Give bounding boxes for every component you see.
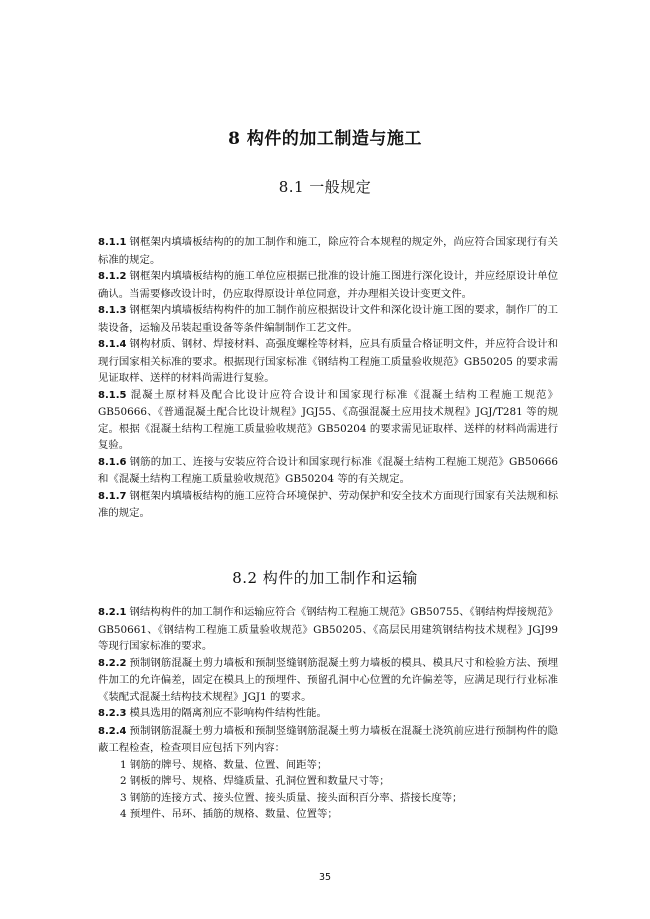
clause-text: 预制钢筋混凝土剪力墙板和预制竖缝钢筋混凝土剪力墙板的模具、模具尺寸和检验方法、预埋件加工的允许偏差，固定在模具上的预埋件、预留孔洞中心位置的允许偏差等，应满足现行行业标准《装配式混凝土结构技术规程》JGJ1 的要求。 <box>98 656 558 703</box>
clause-text: 钢构材质、钢材、焊接材料、高强度螺栓等材料，应具有质量合格证明文件，并应符合设计和现行国家相关标准的要求。根据现行国家标准《钢结构工程施工质量验收规范》GB50205 的要求需见证取样、送样的材料尚需进行复验。 <box>98 338 558 384</box>
clause-text: 钢筋的加工、连接与安装应符合设计和国家现行标准《混凝土结构工程施工规范》GB50666 和《混凝土结构工程施工质量验收规范》GB50204 等的有关规定。 <box>98 455 558 485</box>
clause-text: 钢框架内填墙板结构的施工应符合环境保护、劳动保护和安全技术方面现行国家有关法规和标准的规定。 <box>98 489 558 519</box>
clause-number: 8.2.2 <box>98 657 127 669</box>
list-item: 2 钢板的牌号、规格、焊缝质量、孔洞位置和数量尺寸等； <box>120 775 390 787</box>
clause-number: 8.2.1 <box>98 607 127 618</box>
page-number: 35 <box>318 872 332 883</box>
clause-text: 预制钢筋混凝土剪力墙板和预制竖缝钢筋混凝土剪力墙板在混凝土浇筑前应进行预制构件的隐蔽工程检查，检查项目应包括下列内容： <box>98 724 558 754</box>
clause-paragraph <box>98 302 558 336</box>
list-item: 3 钢筋的连接方式、接头位置、接头质量、接头面积百分率、搭接长度等； <box>120 791 463 804</box>
section-title-8-2: 8.2 构件的加工制作和运输 <box>232 569 418 587</box>
clause-text: 模具选用的隔离剂应不影响构件结构性能。 <box>129 707 327 719</box>
section-body-8-2 <box>98 604 558 823</box>
clause-paragraph <box>98 387 558 454</box>
clause-number: 8.1.3 <box>98 305 127 316</box>
clause-number: 8.1.7 <box>98 490 127 502</box>
clause-paragraph <box>98 454 558 488</box>
clause-text: 钢框架内填墙板结构的的加工制作和施工，除应符合本规程的规定外，尚应符合国家现行有关标准的规定。 <box>98 236 558 266</box>
clause-paragraph <box>98 268 558 302</box>
clause-paragraph <box>98 336 558 387</box>
chapter-title: 8 构件的加工制造与施工 <box>228 129 422 149</box>
list-item: 1 钢筋的牌号、规格、数量、位置、间距等； <box>120 758 328 771</box>
clause-text: 钢结构构件的加工制作和运输应符合《钢结构工程施工规范》GB50755、《钢结构焊接规范》GB50661、《钢结构工程施工质量验收规范》GB50205、《高层民用建筑钢结构技术规程》JGJ99 等现行国家标准的要求。 <box>98 606 558 652</box>
list-item: 4 预埋件、吊环、插筋的规格、数量、位置等； <box>120 808 338 820</box>
clause-paragraph <box>98 723 558 757</box>
section-body-8-1 <box>98 234 558 522</box>
clause-number: 8.1.6 <box>98 456 127 468</box>
clause-text: 混凝土原材料及配合比设计应符合设计和国家现行标准《混凝土结构工程施工规范》GB50666、《普通混凝土配合比设计规程》JGJ55、《高强混凝土应用技术规程》JGJ/T281 等的规定。根据《混凝土结构工程施工质量验收规范》GB50204 的要求需见证取样、送样的材料尚需进行复验。 <box>98 388 558 451</box>
clause-number: 8.1.1 <box>98 237 127 248</box>
clause-number: 8.2.4 <box>98 725 127 737</box>
clause-paragraph <box>98 488 558 522</box>
clause-paragraph <box>98 705 558 723</box>
clause-number: 8.2.3 <box>98 708 127 719</box>
clause-number: 8.1.4 <box>98 339 127 350</box>
section-title-8-1: 8.1 一般规定 <box>278 178 372 196</box>
clause-number: 8.1.2 <box>98 271 127 282</box>
clause-text: 钢框架内填墙板结构的施工单位应根据已批准的设计施工图进行深化设计，并应经原设计单位确认。当需要修改设计时，仍应取得原设计单位同意，并办理相关设计变更文件。 <box>98 270 558 300</box>
clause-paragraph <box>98 604 558 655</box>
clause-paragraph <box>98 234 558 268</box>
clause-paragraph <box>98 655 558 706</box>
clause-number: 8.1.5 <box>98 389 127 401</box>
clause-text: 钢框架内填墙板结构构件的加工制作前应根据设计文件和深化设计施工图的要求，制作厂的工装设备，运输及吊装起重设备等条件编制制作工艺文件。 <box>98 304 558 334</box>
